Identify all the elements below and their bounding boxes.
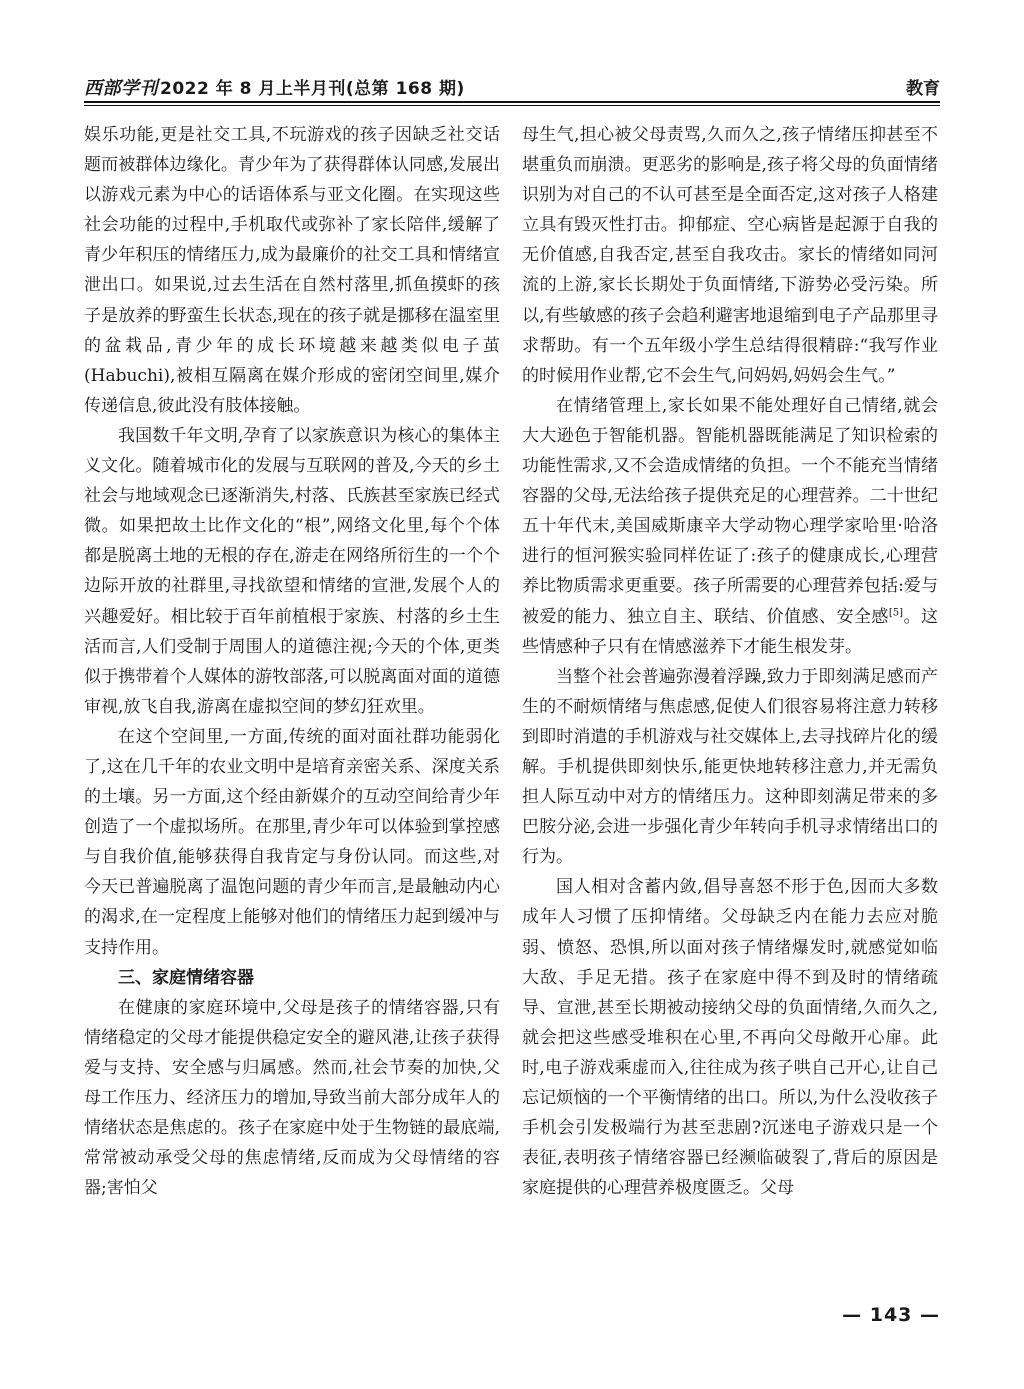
paragraph: 娱乐功能,更是社交工具,不玩游戏的孩子因缺乏社交话题而被群体边缘化。青少年为了获得群体认同感,发展出以游戏元素为中心的话语体系与亚文化圈。在实现这些社会功能的过程中,手机取代或弥补了家长陪伴,缓解了青少年积压的情绪压力,成为最廉价的社交工具和情绪宣泄出口。如果说,过去生活在自然村落里,抓鱼摸虾的孩子是放养的野蛮生长状态,现在的孩子就是挪移在温室里的盆栽品,青少年的成长环境越来越类似电子茧(Habuchi),被相互隔离在媒介形成的密闭空间里,媒介传递信息,彼此没有肢体接触。: [84, 125, 500, 416]
section-heading: 三、家庭情绪容器: [118, 967, 254, 988]
journal-logo: 西部学刊: [84, 78, 158, 99]
header-rule: [84, 101, 940, 103]
page-header: [84, 72, 940, 100]
right-column: [522, 120, 938, 1300]
page-number: — 143 —: [842, 1304, 940, 1326]
paragraph-text: 。这些情感种子只有在情感滋养下才能生根发芽。: [522, 606, 938, 657]
journal-title: [84, 74, 465, 100]
citation-ref[interactable]: [5]: [888, 606, 904, 618]
paragraph: 当整个社会普遍弥漫着浮躁,致力于即刻满足感而产生的不耐烦情绪与焦虑感,促使人们很容易将注意力转移到即时消遣的手机游戏与社交媒体上,去寻找碎片化的缓解。手机提供即刻快乐,能更快地转移注意力,并无需负担人际互动中对方的情绪压力。这种即刻满足带来的多巴胺分泌,会进一步强化青少年转向手机寻求情绪出口的行为。: [522, 666, 938, 868]
journal-issue: 2022 年 8 月上半月刊(总第 168 期): [160, 79, 465, 99]
section-label: 教育: [906, 79, 940, 99]
paragraph: 母生气,担心被父母责骂,久而久之,孩子情绪压抑甚至不堪重负而崩溃。更恶劣的影响是,孩子将父母的负面情绪识别为对自己的不认可甚至是全面否定,这对孩子人格建立具有毁灭性打击。抑郁症、空心病皆是起源于自我的无价值感,自我否定,甚至自我攻击。家长的情绪如同河流的上游,家长长期处于负面情绪,下游势必受污染。所以,有些敏感的孩子会趋利避害地退缩到电子产品那里寻求帮助。有一个五年级小学生总结得很精辟:“我写作业的时候用作业帮,它不会生气,问妈妈,妈妈会生气。”: [522, 125, 938, 386]
paragraph: [522, 391, 938, 662]
paragraph: 在这个空间里,一方面,传统的面对面社群功能弱化了,这在几千年的农业文明中是培育亲密关系、深度关系的土壤。另一方面,这个经由新媒介的互动空间给青少年创造了一个虚拟场所。在那里,青少年可以体验到掌控感与自我价值,能够获得自我肯定与身份认同。而这些,对今天已普遍脱离了温饱问题的青少年而言,是最触动内心的渴求,在一定程度上能够对他们的情绪压力起到缓冲与支持作用。: [84, 726, 500, 958]
header-rule-thin: [84, 105, 940, 106]
left-column: [84, 120, 500, 1300]
paragraph-text: 在情绪管理上,家长如果不能处理好自己情绪,就会大大逊色于智能机器。智能机器既能满足了知识检索的功能性需求,又不会造成情绪的负担。一个不能充当情绪容器的父母,无法给孩子提供充足的心理营养。二十世纪五十年代末,美国威斯康辛大学动物心理学家哈里·哈洛进行的恒河猴实验同样佐证了:孩子的健康成长,心理营养比物质需求更重要。孩子所需要的心理营养包括:爱与被爱的能力、独立自主、联结、价值感、安全感: [522, 395, 938, 627]
paragraph: 在健康的家庭环境中,父母是孩子的情绪容器,只有情绪稳定的父母才能提供稳定安全的避风港,让孩子获得爱与支持、安全感与归属感。然而,社会节奏的加快,父母工作压力、经济压力的增加,导致当前大部分成年人的情绪状态是焦虑的。孩子在家庭中处于生物链的最底端,常常被动承受父母的焦虑情绪,反而成为父母情绪的容器;害怕父: [84, 997, 500, 1199]
paragraph: 我国数千年文明,孕育了以家族意识为核心的集体主义文化。随着城市化的发展与互联网的普及,今天的乡土社会与地域观念已逐渐消失,村落、氏族甚至家族已经式微。如果把故土比作文化的“根”,网络文化里,每个个体都是脱离土地的无根的存在,游走在网络所衍生的一个个边际开放的社群里,寻找欲望和情绪的宣泄,发展个人的兴趣爱好。相比较于百年前植根于家族、村落的乡土生活而言,人们受制于周围人的道德注视;今天的个体,更类似于携带着个人媒体的游牧部落,可以脱离面对面的道德审视,放飞自我,游离在虚拟空间的梦幻狂欢里。: [84, 425, 500, 717]
paragraph: 国人相对含蓄内敛,倡导喜怒不形于色,因而大多数成年人习惯了压抑情绪。父母缺乏内在能力去应对脆弱、愤怒、恐惧,所以面对孩子情绪爆发时,就感觉如临大敌、手足无措。孩子在家庭中得不到及时的情绪疏导、宣泄,甚至长期被动接纳父母的负面情绪,久而久之,就会把这些感受堆积在心里,不再向父母敞开心扉。此时,电子游戏乘虚而入,往往成为孩子哄自己开心,让自己忘记烦恼的一个平衡情绪的出口。所以,为什么没收孩子手机会引发极端行为甚至悲剧?沉迷电子游戏只是一个表征,表明孩子情绪容器已经濒临破裂了,背后的原因是家庭提供的心理营养极度匮乏。父母: [522, 877, 938, 1199]
